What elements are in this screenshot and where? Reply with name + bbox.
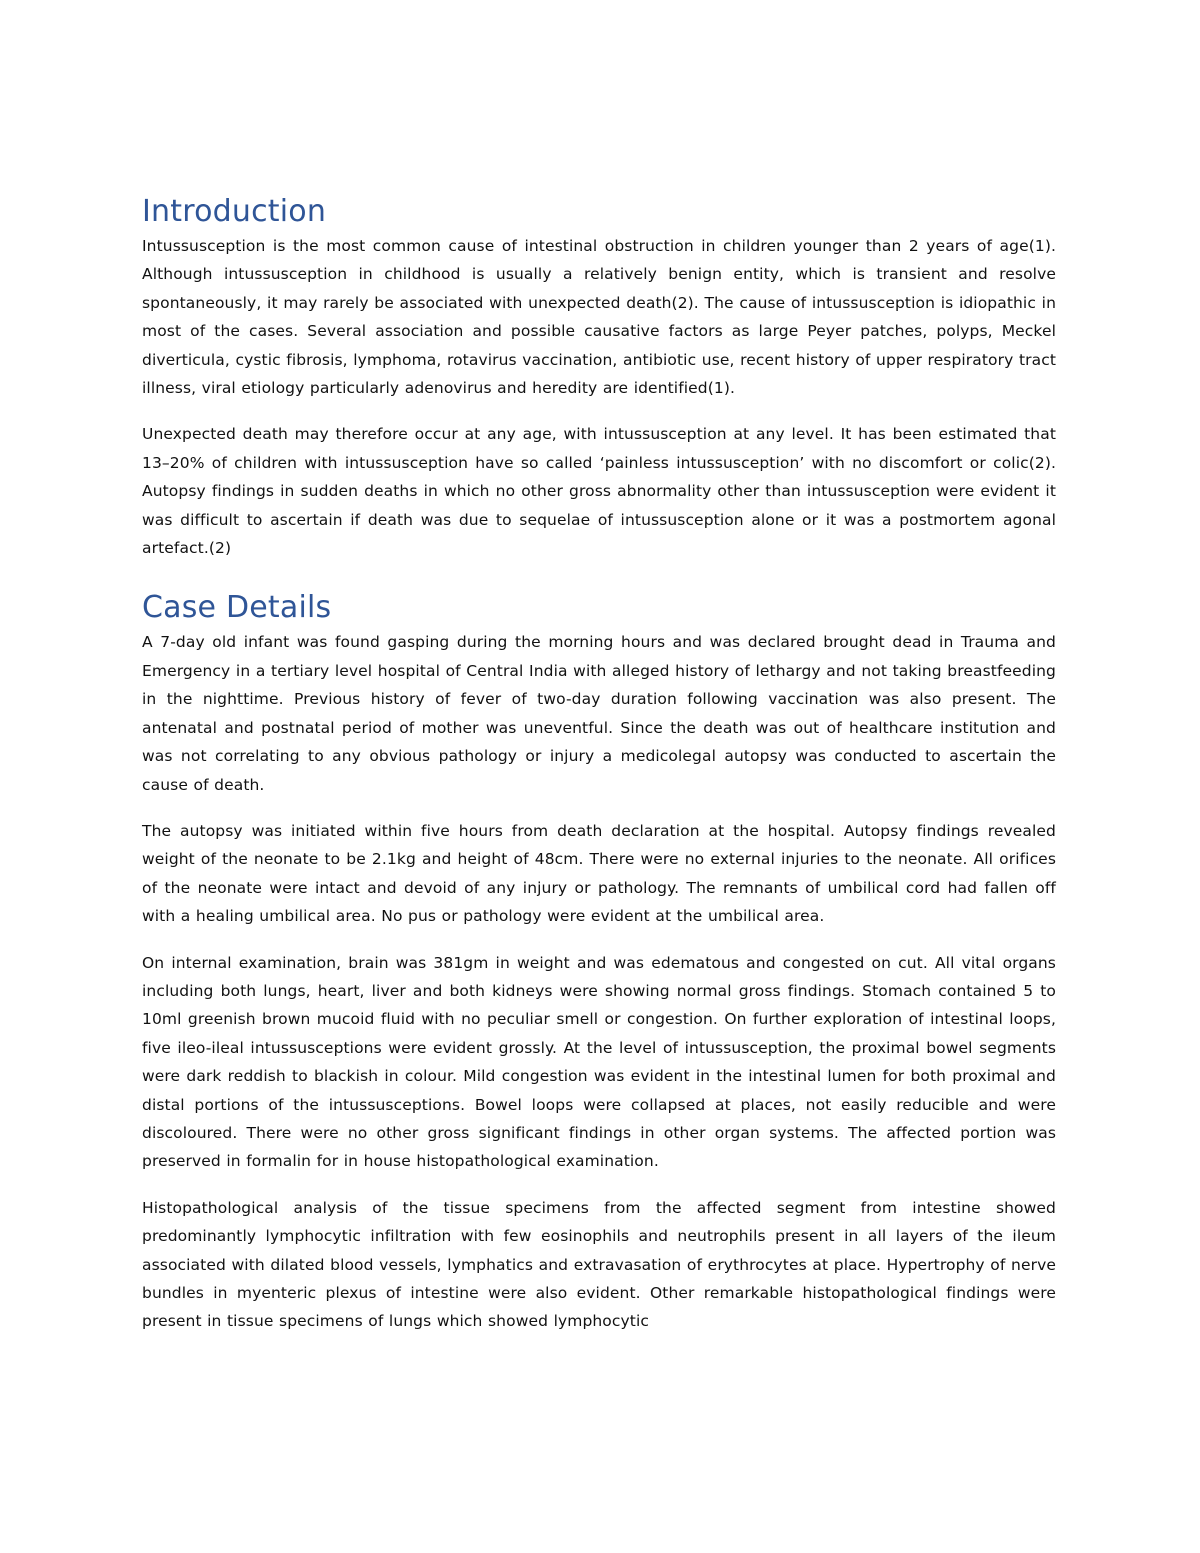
case-details-paragraph-3: On internal examination, brain was 381gm in weight and was edematous and congested on cut. All vital organs including both lungs, heart, liver and both kidneys were showing normal gross findings. Stomach contained 5 to 10ml greenish brown mucoid fluid with no peculiar smell or congestion. On further exploration of intestinal loops, five ileo-ileal intussusceptions were evident grossly. At the level of intussusception, the proximal bowel segments were dark reddish to blackish in colour. Mild congestion was evident in the intestinal lumen for both proximal and distal portions of the intussusceptions. Bowel loops were collapsed at places, not easily reducible and were discoloured. There were no other gross significant findings in other organ systems. The affected portion was preserved in formalin for in house histopathological examination. (142, 953, 1056, 1171)
case-details-paragraph-4: Histopathological analysis of the tissue specimens from the affected segment from intestine showed predominantly lymphocytic infiltration with few eosinophils and neutrophils present in all layers of the ileum associated with dilated blood vessels, lymphatics and extravasation of erythrocytes at place. Hypertrophy of nerve bundles in myenteric plexus of intestine were also evident. Other remarkable histopathological findings were present in tissue specimens of lungs which showed lymphocytic (142, 1198, 1056, 1331)
case-details-paragraph-2: The autopsy was initiated within five hours from death declaration at the hospital. Autopsy findings revealed weight of the neonate to be 2.1kg and height of 48cm. There were no external injuries to the neonate. All orifices of the neonate were intact and devoid of any injury or pathology. The remnants of umbilical cord had fallen off with a healing umbilical area. No pus or pathology were evident at the umbilical area. (142, 821, 1056, 926)
introduction-paragraph-1: Intussusception is the most common cause of intestinal obstruction in children younger than 2 years of age(1). Although intussusception in childhood is usually a relatively benign entity, which is transient and resolve spontaneously, it may rarely be associated with unexpected death(2). The cause of intussusception is idiopathic in most of the cases. Several association and possible causative factors as large Peyer patches, polyps, Meckel diverticula, cystic fibrosis, lymphoma, rotavirus vaccination, antibiotic use, recent history of upper respiratory tract illness, viral etiology particularly adenovirus and heredity are identified(1). (142, 237, 1056, 398)
introduction-paragraph-2: Unexpected death may therefore occur at any age, with intussusception at any level. It has been estimated that 13–20% of children with intussusception have so called ‘painless intussusception’ with no discomfort or colic(2). Autopsy findings in sudden deaths in which no other gross abnormality other than intussusception were evident it was difficult to ascertain if death was due to sequelae of intussusception alone or it was a postmortem agonal artefact.(2) (142, 425, 1056, 558)
heading-introduction: Introduction (142, 194, 327, 229)
case-details-paragraph-1: A 7-day old infant was found gasping during the morning hours and was declared brought dead in Trauma and Emergency in a tertiary level hospital of Central India with alleged history of lethargy and not taking breastfeeding in the nighttime. Previous history of fever of two-day duration following vaccination was also present. The antenatal and postnatal period of mother was uneventful. Since the death was out of healthcare institution and was not correlating to any obvious pathology or injury a medicolegal autopsy was conducted to ascertain the cause of death. (142, 633, 1056, 794)
document-body (142, 192, 1056, 1336)
heading-case-details: Case Details (142, 590, 332, 626)
